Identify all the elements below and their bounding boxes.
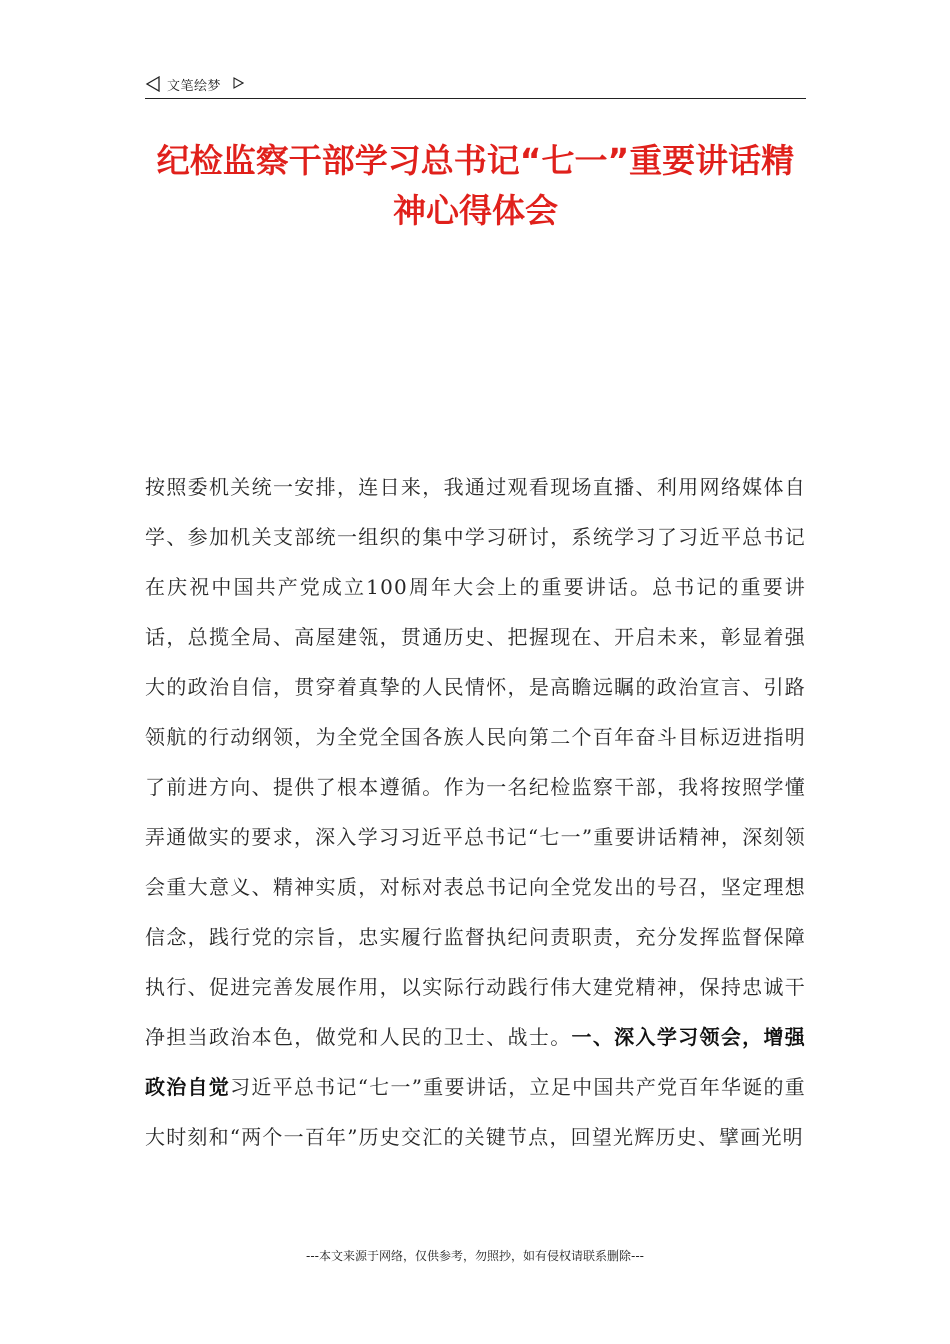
section-heading: 一、深入学习领会，增强政治自觉 <box>145 1025 806 1099</box>
document-title: 纪检监察干部学习总书记“七一”重要讲话精神心得体会 <box>156 141 795 230</box>
footer-notice: ---本文来源于网络，仅供参考，勿照抄，如有侵权请联系删除--- <box>306 1249 644 1263</box>
triangle-left-icon <box>145 76 161 92</box>
section-text: 习近平总书记“七一”重要讲话，立足中国共产党百年华诞的重大时刻和“两个一百年”历史交汇的关键节点，回望光辉历史、擘画光明 <box>145 1075 806 1149</box>
triangle-right-icon <box>233 77 244 89</box>
header-brand: 文笔绘梦 <box>167 79 222 94</box>
page-header <box>145 72 806 99</box>
intro-text: 按照委机关统一安排，连日来，我通过观看现场直播、利用网络媒体自学、参加机关支部统一组织的集中学习研讨，系统学习了习近平总书记在庆祝中国共产党成立100周年大会上的重要讲话。总书记的重要讲话，总揽全局、高屋建瓴，贯通历史、把握现在、开启未来，彰显着强大的政治自信，贯穿着真挚的人民情怀，是高瞻远瞩的政治宣言、引路领航的行动纲领，为全党全国各族人民向第二个百年奋斗目标迈进指明了前进方向、提供了根本遵循。作为一名纪检监察干部，我将按照学懂弄通做实的要求，深入学习习近平总书记“七一”重要讲话精神，深刻领会重大意义、精神实质，对标对表总书记向全党发出的号召，坚定理想信念，践行党的宗旨，忠实履行监督执纪问责职责，充分发挥监督保障执行、促进完善发展作用，以实际行动践行伟大建党精神，保持忠诚干净担当政治本色，做党和人民的卫士、战士。 <box>145 475 806 1049</box>
body-paragraph <box>145 462 806 1162</box>
